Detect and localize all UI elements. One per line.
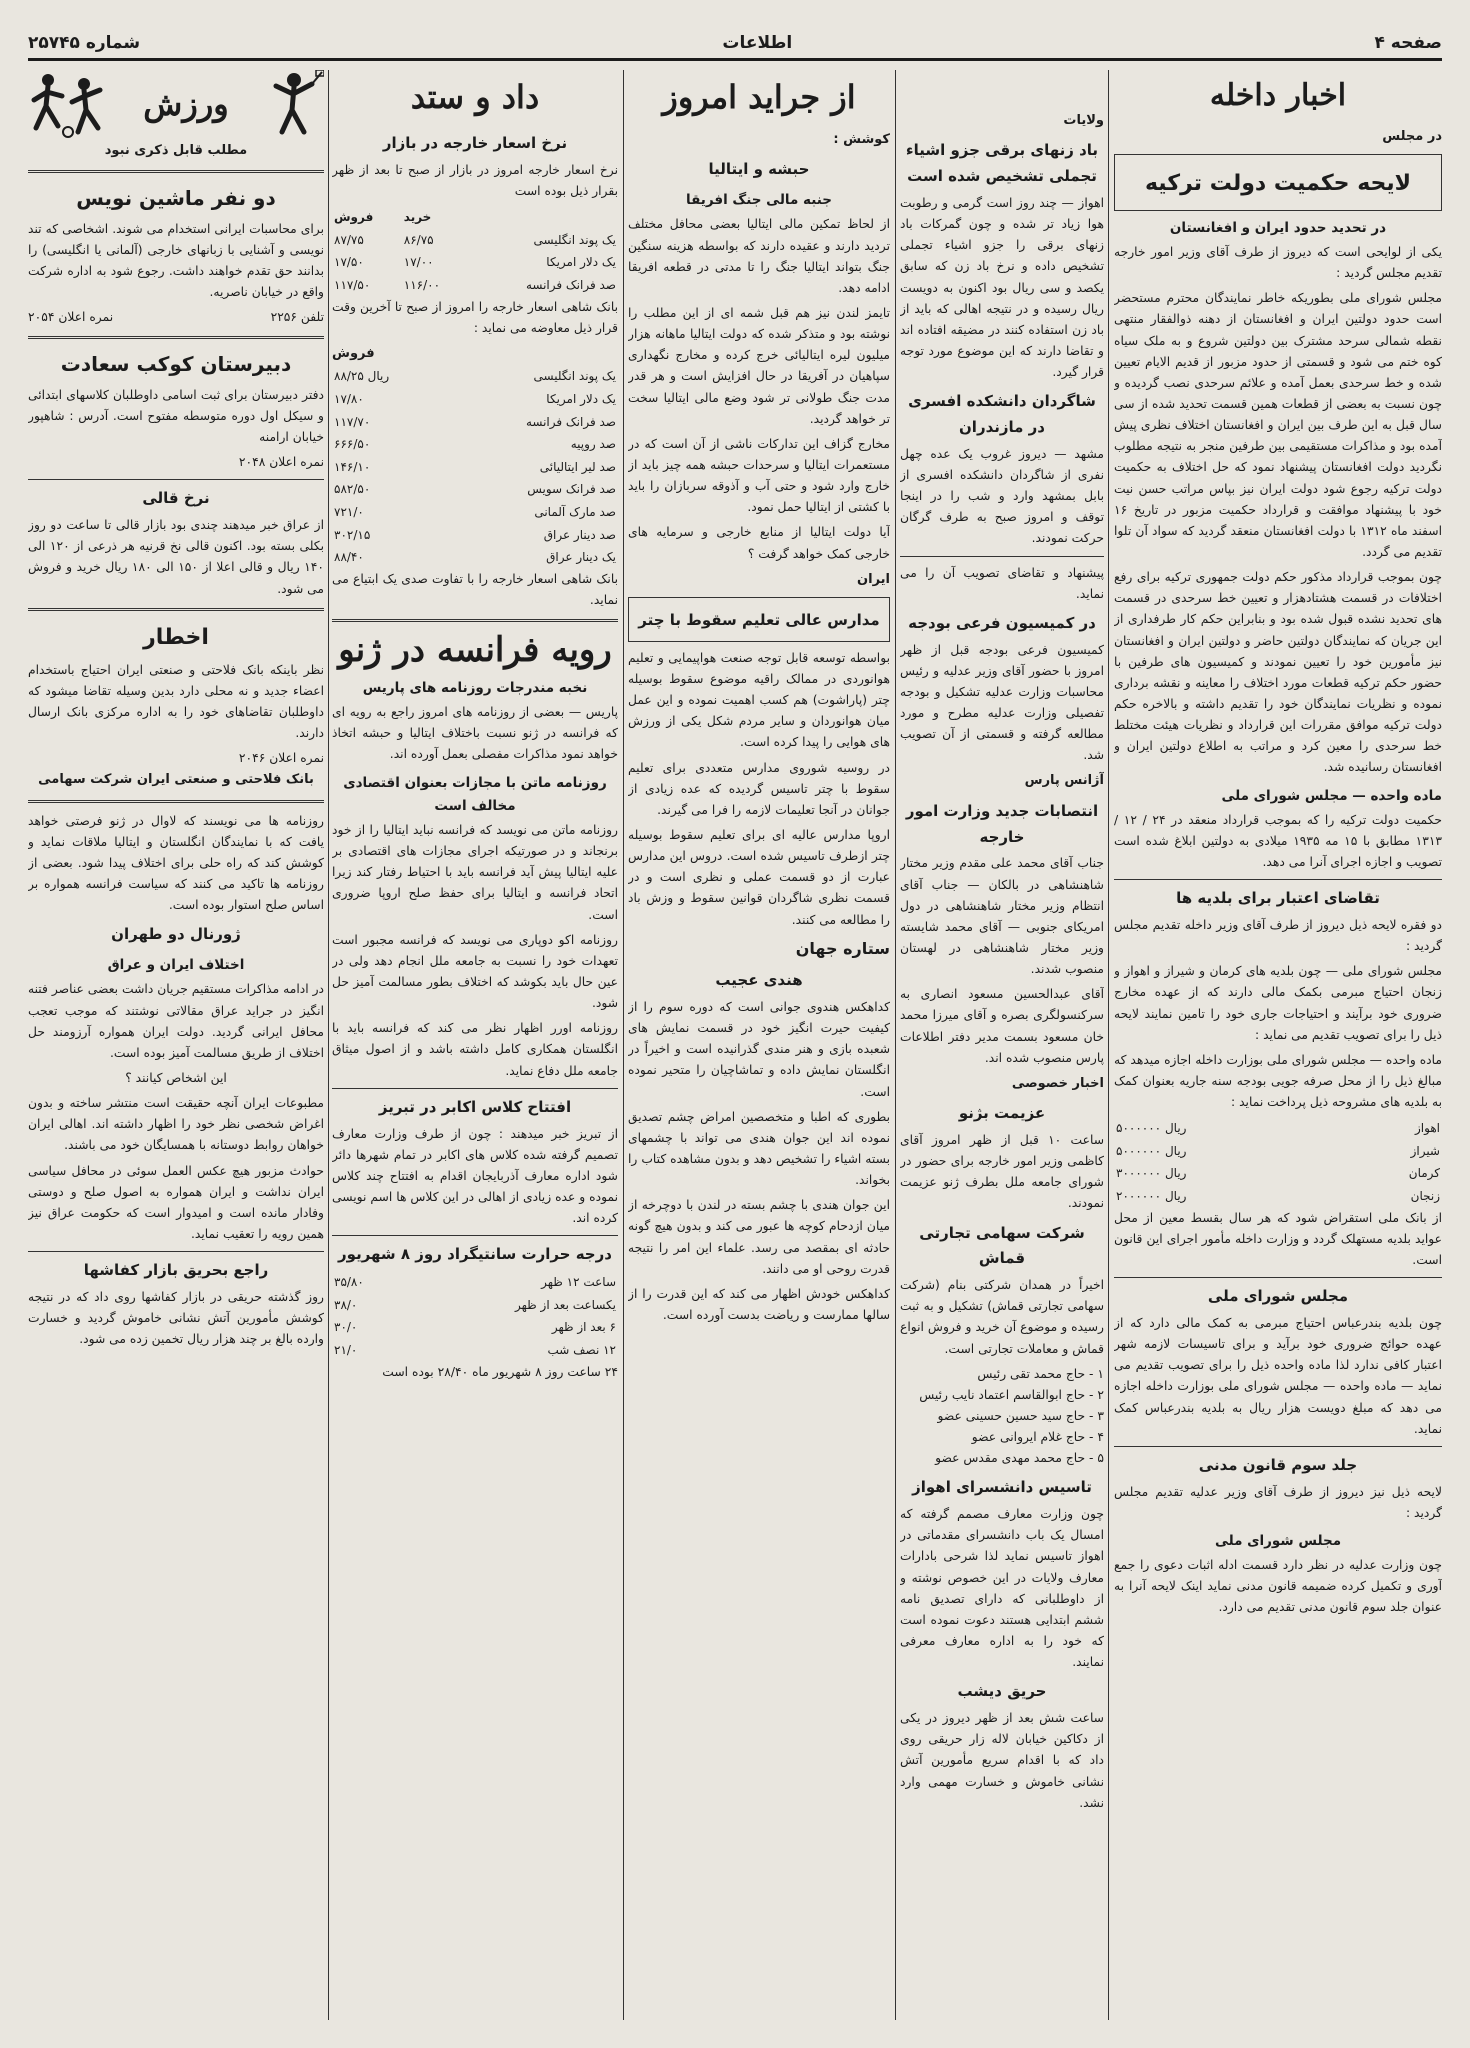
- exchange-rates-table: [332, 206, 618, 297]
- ad-number: نمره اعلان ۲۰۵۴: [28, 310, 114, 325]
- table-row: [332, 411, 618, 434]
- article-paragraph: روزنامه ها می نویسند که لاوال در ژنو فرصتی خواهد یافت که با نمایندگان انگلستان و ایتالیا ملاقات نماید و کوشش کند که راه حلی برای اختلاف پیدا شود. بعضی از روزنامه ها تاکید می کنند که سیاست فرانسه همواره بر اساس صلح استوار بوده است.: [28, 813, 324, 913]
- ad-text: برای محاسبات ایرانی استخدام می شوند. اشخاصی که تند نویسی و آشنایی با زبانهای خارجی (آلمانی یا انگلیسی) را بدانند حق تقدم خواهند داشت. رجوع شود به اداره شرکت واقع در خیابان ناصریه.: [28, 221, 324, 300]
- time-cell: ۶ بعد از ظهر: [551, 1320, 616, 1335]
- section-label-world-star: ستاره جهان: [795, 938, 890, 958]
- table-row: [332, 1316, 618, 1339]
- article-paragraph: پاریس — بعضی از روزنامه های امروز راجع به رویه ای که فرانسه در ژنو نسبت باختلاف ایتالیا و حبشه اتخاذ خواهد نمود مذاکرات مفصلی بعمل آورده اند.: [332, 705, 618, 762]
- table-row: [332, 251, 618, 274]
- table-header-row: [332, 206, 618, 229]
- article-paragraph: در روسیه شوروی مدارس متعددی برای تعلیم سقوط با چتر تاسیس گردیده که عده زیادی از جوانان در آنجا تعلیمات لازمه را فرا می گیرند.: [628, 760, 890, 817]
- notice-text: نظر باینکه بانک فلاحتی و صنعتی ایران احتیاج باستخدام اعضاء جدید و نه محلی دارد بدین وسیله تقاضا میشود که داوطلبان تقاضاهای خود را به اداره مرکزی بانک ارسال دارند.: [28, 662, 324, 741]
- article-headline: راجع بحریق بازار کفاشها: [83, 1261, 269, 1280]
- currency-cell: یک دلار امریکا: [546, 391, 616, 406]
- article-paragraph: یکی از لوایحی است که دیروز از طرف آقای وزیر امور خارجه تقدیم مجلس گردید :: [1114, 245, 1442, 281]
- article-paragraph: لایحه ذیل نیز دیروز از طرف آقای وزیر عدلیه تقدیم مجلس گردید :: [1114, 1484, 1442, 1520]
- article-paragraph: کداهکس خودش اظهار می کند که این قدرت را از سالها ممارست و ریاضت بدست آورده است.: [628, 1286, 890, 1322]
- article-paragraph: مشهد — دیروز غروب یک عده چهل نفری از شاگردان دانشکده افسری از بابل بمشهد وارد و شب را در اینجا توقف و امروز صبح به طرف گرگان حرکت نمودند.: [900, 446, 1104, 546]
- value-cell: ۲۱/۰: [334, 1342, 358, 1357]
- value-cell: ۳۸/۰: [334, 1297, 358, 1312]
- time-cell: یکساعت بعد از ظهر: [515, 1297, 616, 1312]
- article-paragraph: روز گذشته حریقی در بازار کفاشها روی داد که در نتیجه کوشش مأمورین آتش نشانی خاموش گردید و خسارت وارده بالغ بر چند هزار ریال تخمین زده می شود.: [28, 1289, 324, 1347]
- currency-cell: صد دینار عراق: [543, 527, 616, 542]
- table-row: [332, 546, 618, 569]
- table-row: [332, 229, 618, 252]
- currency-cell: صد فرانک سویس: [527, 482, 616, 497]
- table-row: [1114, 1185, 1442, 1208]
- ad-phone: تلفن ۲۲۵۶: [270, 310, 324, 325]
- article-headline-large: رویه فرانسه در ژنو: [338, 630, 612, 671]
- value-cell: ۳۵/۸۰: [334, 1275, 364, 1290]
- currency-cell: یک دینار عراق: [546, 550, 616, 565]
- source-label: کوشش :: [833, 132, 890, 148]
- article-paragraph: تایمز لندن نیز هم قبل شمه ای از این مطلب را نوشته بود و متذکر شده که دولت ایتالیا ماهانه هزار میلیون لیره ایتالیائی خرج کرده و مخارج نگهداری سپاهیان در آفریقا در حال افزایش است و هر قدر مدت جنگ طولانی تر شود وضع مالی ایتالیا سخت تر خواهد گردید.: [628, 305, 890, 426]
- list-item: ۱ - حاج محمد تقی رئیس: [977, 1366, 1104, 1381]
- sell-cell: ۱۱۷/۵۰: [334, 277, 371, 292]
- ad-footer: [28, 307, 324, 328]
- allocations-table: [1114, 1117, 1442, 1208]
- temperature-title: درجه حرارت سانتیگراد روز ۸ شهریور: [338, 1245, 612, 1264]
- city-cell: کرمان: [1408, 1166, 1440, 1181]
- article-paragraph: اخیراً در همدان شرکتی بنام (شرکت سهامی تجارتی قماش) تشکیل و به ثبت رسیده و موضوع آن خرید و فروش انواع قماش و معاملات تجارتی است.: [900, 1278, 1104, 1356]
- sell-cell: ۸۸/۲۵ ریال: [334, 369, 390, 384]
- agency-label: آژانس پارس: [1024, 773, 1104, 789]
- article-paragraph: روزنامه اورر اظهار نظر می کند که فرانسه باید با انگلستان همکاری کامل داشته باشد و از اصول میثاق جامعه ملل دفاع نماید.: [332, 1021, 618, 1078]
- article-subhead: نخبه مندرجات روزنامه های پاریس: [362, 679, 588, 696]
- sell-cell: ۱۱۷/۷۰: [334, 414, 371, 429]
- column-sports-ads: [28, 70, 324, 2020]
- article-paragraph: نرخ اسعار خارجه امروز در بازار از صبح تا بعد از ظهر بقرار ذیل بوده است: [332, 162, 618, 198]
- article-headline: حریق دیشب: [957, 1682, 1047, 1701]
- headline-box: [628, 597, 890, 642]
- ad-headline: دبیرستان کوکب سعادت: [60, 352, 292, 377]
- currency-cell: صد روپیه: [570, 437, 616, 452]
- section-label-private-news: اخبار خصوصی: [1011, 1075, 1104, 1091]
- currency-cell: صد فرانک فرانسه: [525, 414, 616, 429]
- table-row: [332, 388, 618, 411]
- amount-cell: ۲۰۰۰۰۰۰ ریال: [1116, 1189, 1187, 1204]
- article-headline: افتتاح کلاس اکابر در تبریز: [378, 1097, 572, 1116]
- article-paragraph: روزنامه ماتن می نویسد که فرانسه نباید ایتالیا را از خود برنجاند و در صورتیکه اجرای مجازات های اقتصادی بر علیه ایتالیا پیش آید فرانسه باید با احتیاط رفتار کند زیرا اتحاد فرانسه و ایتالیا برای حفظ صلح اروپا ضروری است.: [332, 823, 618, 922]
- article-headline: هندی عجیب: [715, 971, 803, 990]
- article-paragraph: آقای عبدالحسین مسعود انصاری به سرکنسولگری بصره و آقای میرزا محمد خان مسعود بسمت مدیر دفتر اطلاعات پارس منصوب شده اند.: [900, 987, 1104, 1065]
- article-paragraph: دو فقره لایحه ذیل دیروز از طرف آقای وزیر داخله تقدیم مجلس گردید :: [1114, 917, 1442, 954]
- table-row: [332, 478, 618, 501]
- article-headline: حبشه و ایتالیا: [708, 160, 810, 179]
- sports-header: [28, 70, 324, 140]
- article-paragraph: از تبریز خبر میدهند : چون از طرف وزارت معارف تصمیم گرفته شده کلاس های اکابر در تمام شهرها دائر شود اداره معارف آذربایجان اقدام به افتتاح چند کلاس نموده و عده زیادی از اهالی در این کلاس ها اسم نویسی کرده اند.: [332, 1126, 618, 1226]
- athlete-illustration-icon: [264, 70, 324, 140]
- article-paragraph: بطوری که اطبا و متخصصین امراض چشم تصدیق نموده اند این جوان هندی می تواند با چشمهای بسته اشیاء را تشخیص دهد و بدون مشاهده کتاب را بخواند.: [628, 1109, 890, 1188]
- table-row: [332, 456, 618, 479]
- notice-headline: اخطار: [143, 624, 209, 650]
- sell-cell: ۱۷/۸۰: [334, 391, 364, 406]
- time-cell: ساعت ۱۲ ظهر: [541, 1275, 616, 1290]
- article-subhead: اختلاف ایران و عراق: [107, 957, 245, 974]
- section-banner-domestic: اخبار داخله: [1209, 78, 1347, 113]
- section-banner-press: از جراید امروز: [662, 78, 856, 116]
- currency-cell: یک پوند انگلیسی: [533, 369, 616, 384]
- table-row: [1114, 1117, 1442, 1140]
- article-paragraph: مجلس شورای ملی بطوریکه خاطر نمایندگان محترم مستحضر است حدود دولتین ایران و افغانستان از دهنه ذوالفقار منتهی نقطه شمالی سرحد مشترک بین دولتین شروع و به ملک سیاه کوه ختم می شود و قسمتی از حدود مزبور از قدیم الایام تعیین شده و خط سرحدی بعمل آمده و علائم سرحدی نصب گردیده و چون نسبت به بعضی از قطعات همین قسمت تحدید شده از سی سال قبل به این طرف بین ایران و افغانستان اختلاف نظری پیش آمده بود و مذاکرات مستقیمی بین طرفین منجر به نتیجه مطلوب نگردید دولت افغانستان پیشنهاد نمود که حل اختلاف به حکمیت دولت ترکیه رجوع شود دولت ایران نیز بپاس مراتب حسن نیت خود با پیشنهاد موافقت و قرارداد حکمیت مزبور در تاریخ ۱۶ اسفند ماه ۱۳۱۲ با دولت افغانستان منعقد گردید که سواد آن تلوا تقدیم می گردد.: [1114, 291, 1442, 559]
- sell-cell: ۸۷/۷۵: [334, 232, 364, 247]
- currency-cell: یک پوند انگلیسی: [533, 232, 616, 247]
- buy-cell: ۸۶/۷۵: [403, 232, 434, 247]
- city-cell: زنجان: [1410, 1189, 1440, 1204]
- currency-cell: صد مارک آلمانی: [534, 505, 616, 519]
- football-players-icon: [28, 70, 108, 140]
- article-headline: در کمیسیون فرعی بودجه: [908, 613, 1096, 632]
- list-item: ۲ - حاج ابوالقاسم اعتماد نایب رئیس: [919, 1387, 1104, 1402]
- list-item: ۳ - حاج سید حسین حسینی عضو: [937, 1408, 1104, 1423]
- table-row: [1114, 1140, 1442, 1163]
- article-subhead: در تحدید حدود ایران و افغانستان: [1169, 219, 1387, 236]
- article-paragraph: از لحاظ تمکین مالی ایتالیا بعضی محافل مختلف تردید دارند و عقیده دارند که بواسطه هزینه سنگین جنگ بتواند ایتالیا جنگ را تا مدتی در قطعه افریقا ادامه دهد.: [628, 217, 890, 295]
- currency-cell: صد لیر ایتالیائی: [539, 459, 616, 474]
- article-headline: عزیمت بژنو: [958, 1104, 1046, 1123]
- column-header-sell: فروش: [332, 345, 375, 361]
- sell-cell: ۸۸/۴۰: [334, 550, 364, 565]
- sell-cell: ۱۴۶/۱۰: [334, 459, 371, 474]
- article-subhead: روزنامه ماتن با مجازات بعنوان اقتصادی مخالف است: [343, 774, 607, 814]
- article-paragraph: چون وزارت معارف مصمم گرفته که امسال یک باب دانشسرای مقدماتی در اهواز تاسیس نماید لذا شرحی بادارات معارف ولایات در این خصوص نوشته و از داوطلبانی که دارای تصدیق نامه ششم ابتدایی هستند دعوت نموده است که خود را به اداره معارف معرفی نمایند.: [900, 1507, 1104, 1670]
- article-paragraph: روزنامه اکو دوپاری می نویسد که فرانسه مجبور است تعهدات خود را نسبت به جامعه ملل انجام دهد ولی در عین حال باید بکوشد که اختلاف بطور مسالمت آمیز حل شود.: [332, 932, 618, 1011]
- table-row: [332, 1294, 618, 1317]
- table-row: [332, 274, 618, 297]
- ad-headline: دو نفر ماشین نویس: [76, 186, 276, 211]
- ad-text: دفتر دبیرستان برای ثبت اسامی داوطلبان کلاسهای ابتدائی و سیکل اول دوره متوسطه مفتوح است. آدرس : شاهپور خیابان ارامنه: [28, 387, 324, 445]
- ad-number: نمره اعلان ۲۰۴۸: [238, 455, 324, 470]
- article-paragraph: کمیسیون فرعی بودجه قبل از ظهر امروز با حضور آقای وزیر عدلیه و رئیس محاسبات وزارت عدلیه تشکیل و بودجه تفصیلی وزارت عدلیه مطرح و مورد مطالعه گرفته و قسمتی از آن تصویب شد.: [900, 642, 1104, 763]
- article-headline: باد زنهای برقی جزو اشیاء تجملی تشخیص شده است: [905, 141, 1099, 186]
- article-paragraph: اهواز — چند روز است گرمی و رطوبت هوا زیاد تر شده و چون گمرکات باد زنهای برقی را جزو اشیاء تجملی تشخیص داده و نرخ باد زن که سابق یکصد و سی ریال بود اکنون به دویست ریال رسیده و در نتیجه اهالی که باید از باد زن استفاده کنند در مضیقه افتاده اند و تقاضا دارند که این موضوع مورد توجه قرار گیرد.: [900, 195, 1104, 380]
- headline-box: [1114, 154, 1442, 211]
- article-paragraph: بانک شاهی اسعار خارجه را امروز از صبح تا آخرین وقت قرار ذیل معاوضه می نماید :: [332, 299, 618, 335]
- sell-cell: ۶۶۶/۵۰: [334, 437, 371, 452]
- article-headline: شرکت سهامی تجارتی قماش: [919, 1223, 1085, 1268]
- article-paragraph: حوادث مزبور هیچ عکس العمل سوئی در محافل سیاسی ایران نداشت و ایران همواره به اصول صلح و دوستی وفادار مانده است و امیدوار است که حکومت عراق نیز همین رویه را تعقیب نماید.: [28, 1163, 324, 1241]
- buy-cell: ۱۷/۰۰: [403, 255, 434, 270]
- column-header-buy: خرید: [403, 210, 432, 225]
- article-paragraph: ساعت ۱۰ قبل از ظهر امروز آقای کاظمی وزیر امور خارجه برای حضور در شورای جامعه ملل بطرف ژنو عزیمت نمودند.: [900, 1132, 1104, 1211]
- table-row: [1114, 1162, 1442, 1185]
- source-label: ایران: [857, 571, 890, 587]
- article-headline: ژورنال دو طهران: [111, 925, 241, 944]
- currency-cell: صد فرانک فرانسه: [525, 277, 616, 292]
- article-headline: تاسیس دانشسرای اهواز: [912, 1478, 1092, 1497]
- value-cell: ۳۰/۰: [334, 1320, 358, 1335]
- table-row: [332, 433, 618, 456]
- article-paragraph: این اشخاص کیانند ؟: [125, 1070, 227, 1085]
- page-header: [28, 28, 1442, 61]
- article-paragraph: کداهکس هندوی جوانی است که دوره سوم را از کیفیت حیرت انگیز خود در قسمت نمایش های شعبده بازی و هنر مندی گذرانیده است و اخیراً در انگلستان نمایش داده و تماشاچیان را متحیر نموده است.: [628, 999, 890, 1099]
- article-headline: لایحه حکمیت دولت ترکیه: [1144, 170, 1412, 196]
- bill-title: ماده واحده — مجلس شورای ملی: [1221, 787, 1442, 804]
- column-todays-papers: [628, 70, 890, 2020]
- page-number: صفحه ۴: [1374, 33, 1442, 53]
- city-cell: شیراز: [1410, 1143, 1440, 1158]
- sports-note: مطلب قابل ذکری نبود: [104, 143, 248, 158]
- article-paragraph: اروپا مدارس عالیه ای برای تعلیم سقوط بوسیله چتر ازطرف تاسیس شده است. دروس این مدارس عبارت از دو قسمت عملی و نظری است و در قسمت نظری شاگردان قوانین سقوط و وزش باد را مطالعه می کنند.: [628, 827, 890, 927]
- amount-cell: ۵۰۰۰۰۰۰ ریال: [1116, 1121, 1187, 1136]
- notice-signature: بانک فلاحتی و صنعتی ایران شرکت سهامی: [38, 772, 314, 788]
- article-paragraph: در ادامه مذاکرات مستقیم جریان داشت بعضی عناصر فتنه انگیز در جراید عراق مقالاتی نوشتند که موجب تعجب محافل ایرانی گردید. دولت ایران همواره آرزومند حل اختلاف از طریق مسالمت آمیز بوده است.: [28, 982, 324, 1060]
- sell-cell: ۱۷/۵۰: [334, 255, 364, 270]
- amount-cell: ۵۰۰۰۰۰۰ ریال: [1116, 1143, 1187, 1158]
- table-row: [332, 1271, 618, 1294]
- section-label-parliament: در مجلس: [1382, 128, 1442, 144]
- article-headline: جلد سوم قانون مدنی: [1198, 1455, 1358, 1474]
- article-headline: مجلس شورای ملی: [1207, 1287, 1349, 1306]
- board-list: [900, 1364, 1104, 1470]
- ad-number: نمره اعلان ۲۰۴۶: [238, 751, 324, 766]
- amount-cell: ۳۰۰۰۰۰۰ ریال: [1116, 1166, 1187, 1181]
- article-paragraph: پیشنهاد و تقاضای تصویب آن را می نماید.: [900, 565, 1104, 601]
- issue-number: شماره ۲۵۷۴۵: [28, 33, 141, 53]
- table-row: [332, 1339, 618, 1362]
- article-paragraph: چون وزارت عدلیه در نظر دارد قسمت ادله اثبات دعوی را جمع آوری و تکمیل کرده ضمیمه قانون مدنی نماید اینک لایحه آنرا به عنوان جلد سوم قانون مدنی تقدیم می دارد.: [1114, 1558, 1442, 1615]
- article-paragraph: مجلس شورای ملی — چون بلدیه های کرمان و شیراز و اهواز و زنجان احتیاج مبرمی بکمک مالی دارند که از عهده مخارج ضروری خود برآیند و احتیاجات جاری خود را تامین نمایند لایحه ذیل را برای تصویب تقدیم می نماید :: [1114, 964, 1442, 1042]
- article-headline: تقاضای اعتبار برای بلدیه ها: [1176, 889, 1380, 908]
- article-paragraph: از بانک ملی استقراض شود که هر سال بقسط معین از محل عواید بلدیه مستهلک گردد و وزارت داخله مأمور اجرای این قانون است.: [1114, 1210, 1442, 1267]
- city-cell: اهواز: [1415, 1121, 1440, 1136]
- column-trade: [332, 70, 618, 2020]
- article-paragraph: چون بلدیه بندرعباس احتیاج مبرمی به کمک مالی دارد که از عهده حوائج ضروری خود برآید و برای تاسیسات لازمه شهر اعتبار کافی ندارد لذا ماده واحده ذیل را برای تصویب تقدیم می نماید — ماده واحده — مجلس شورای ملی بوزارت داخله اجازه می دهد که مبلغ دویست هزار ریال به بلدیه بندرعباس کمک نماید.: [1114, 1315, 1442, 1436]
- article-headline: مدارس عالی تعلیم سقوط با چتر: [638, 611, 880, 630]
- article-headline: نرخ اسعار خارجه در بازار: [382, 134, 568, 153]
- temperature-table: [332, 1271, 618, 1362]
- article-paragraph: مخارج گزاف این تدارکات ناشی از آن است که در مستعمرات ایتالیا و سرحدات حبشه همه چیز باید از خارج وارد شود و حتی آب و آذوقه سربازان را باید با کشتی از ایتالیا حمل نمود.: [628, 436, 890, 515]
- column-domestic-news: [1114, 70, 1442, 2020]
- article-headline: شاگردان دانشکده افسری در مازندران: [908, 392, 1096, 437]
- article-paragraph: آیا دولت ایتالیا از منابع خارجی و سرمایه های خارجی کمک خواهد گرفت ؟: [628, 525, 890, 561]
- table-row: [332, 501, 618, 524]
- column-provinces: [900, 70, 1104, 2020]
- table-row: [332, 365, 618, 388]
- sell-cell: ۷۲۱/۰: [334, 505, 364, 519]
- buy-cell: ۱۱۶/۰۰: [403, 277, 441, 292]
- article-headline: انتصابات جدید وزارت امور خارجه: [905, 801, 1099, 846]
- section-label-provinces: ولایات: [1063, 113, 1104, 128]
- article-paragraph: بانک شاهی اسعار خارجه را با تفاوت صدی یک ابتیاع می نماید.: [332, 571, 618, 608]
- bank-rates-table: [332, 365, 618, 569]
- currency-cell: یک دلار امریکا: [546, 255, 616, 270]
- article-paragraph: از عراق خبر میدهند چندی بود بازار قالی تا ساعت دو روز بکلی بسته بود. اکنون قالی نخ قرنیه هر ذرعی از ۱۲۰ الی ۱۴۰ ریال و قالی اعلا از ۱۵۰ الی ۱۸۰ ریال خرید و فروش می شود.: [28, 518, 324, 596]
- time-cell: ۱۲ نصف شب: [547, 1342, 616, 1357]
- article-paragraph: ماده واحده — مجلس شورای ملی بوزارت داخله اجازه میدهد که مبالغ ذیل را از محل صرفه جویی بودجه سنه جاریه بعنوان کمک به بلدیه های مشروحه ذیل پرداخت نماید :: [1114, 1052, 1442, 1110]
- article-paragraph: جناب آقای محمد علی مقدم وزیر مختار شاهنشاهی در بالکان — جناب آقای انتظام وزیر مختار شاهنشاهی در دول امریکای جنوبی — آقای محمد شایسته وزیر مختار شاهنشاهی در لهستان منصوب شدند.: [900, 856, 1104, 977]
- sell-cell: ۵۸۲/۵۰: [334, 482, 371, 497]
- article-paragraph: مطبوعات ایران آنچه حقیقت است منتشر ساخته و بدون اغراض شخصی نظر خود را اظهار داشته اند. اهالی ایران خواهان روابط دوستانه با همسایگان خود می باشند.: [28, 1096, 324, 1153]
- paper-name: اطلاعات: [722, 33, 793, 53]
- article-subhead: مجلس شورای ملی: [1214, 1532, 1342, 1549]
- temperature-note: ۲۴ ساعت روز ۸ شهریور ماه ۲۸/۴۰ بوده است: [382, 1364, 618, 1379]
- article-subhead: جنبه مالی جنگ افریقا: [686, 192, 832, 209]
- column-header-sell: فروش: [334, 210, 374, 225]
- section-banner-trade: داد و ستد: [410, 78, 540, 116]
- table-row: [332, 524, 618, 547]
- article-paragraph: ساعت شش بعد از ظهر دیروز در یکی از دکاکین خیابان لاله زار حریقی روی داد که با اقدام سریع مأمورین آتش نشانی خاموش و خسارت مهمی وارد نشد.: [900, 1711, 1104, 1810]
- article-paragraph: این جوان هندی با چشم بسته در لندن با دوچرخه از میان ازدحام کوچه ها عبور می کند و بدون هیچ گونه حادثه ای بمقصد می رسد. علماء این امر را نتیجه قدرت روحی او می دانند.: [628, 1198, 890, 1276]
- sell-cell: ۳۰۲/۱۵: [334, 527, 371, 542]
- sports-title: ورزش: [143, 85, 229, 124]
- article-paragraph: چون بموجب قرارداد مذکور حکم دولت جمهوری ترکیه برای رفع اختلافات در قسمت هشتادهزار و تعیین خط سرحدی در قسمت های تحدید نشده قبول شده بود و بنابراین حکم کار طرفداری از این جریان که نمایندگان دولتین حاضر و دولتین ایران و افغانستان نیز مأمورین خود را تعیین نمودند و کمیسیون های طرفین با حضور حکم ترکیه قطعات مورد اختلاف را معاینه و نقشه برداری نموده و نظریات نمایندگان خود را تقدیم داشته و بالاخره حکم دولت ترکیه موافق مقررات این قرارداد و نظریات هیئت مختلط خط سرحدی را معین کرد و مراتب به اطلاع دولتین ایران و افغانستان رسانیده شد.: [1114, 570, 1442, 775]
- article-headline: نرخ قالی: [142, 489, 210, 508]
- article-paragraph: حکمیت دولت ترکیه را که بموجب قرارداد منعقد در ۲۴ / ۱۲ / ۱۳۱۳ مطابق با ۱۵ مه ۱۹۳۵ میلادی به دولتین ابلاغ شده است تصویب و اجازه اجرای آنرا می دهد.: [1114, 812, 1442, 870]
- list-item: ۴ - حاج غلام ایروانی عضو: [971, 1430, 1104, 1445]
- article-paragraph: بواسطه توسعه قابل توجه صنعت هواپیمایی و تعلیم هوانوردی در ممالک راقیه موضوع سقوط بوسیله چتر (پاراشوت) هم کسب اهمیت نموده و این عمل میان هوانوردان و سایر مردم شکل یکی از ورزش های هوایی را پیدا کرده است.: [628, 650, 890, 750]
- list-item: ۵ - حاج محمد مهدی مقدس عضو: [935, 1451, 1104, 1466]
